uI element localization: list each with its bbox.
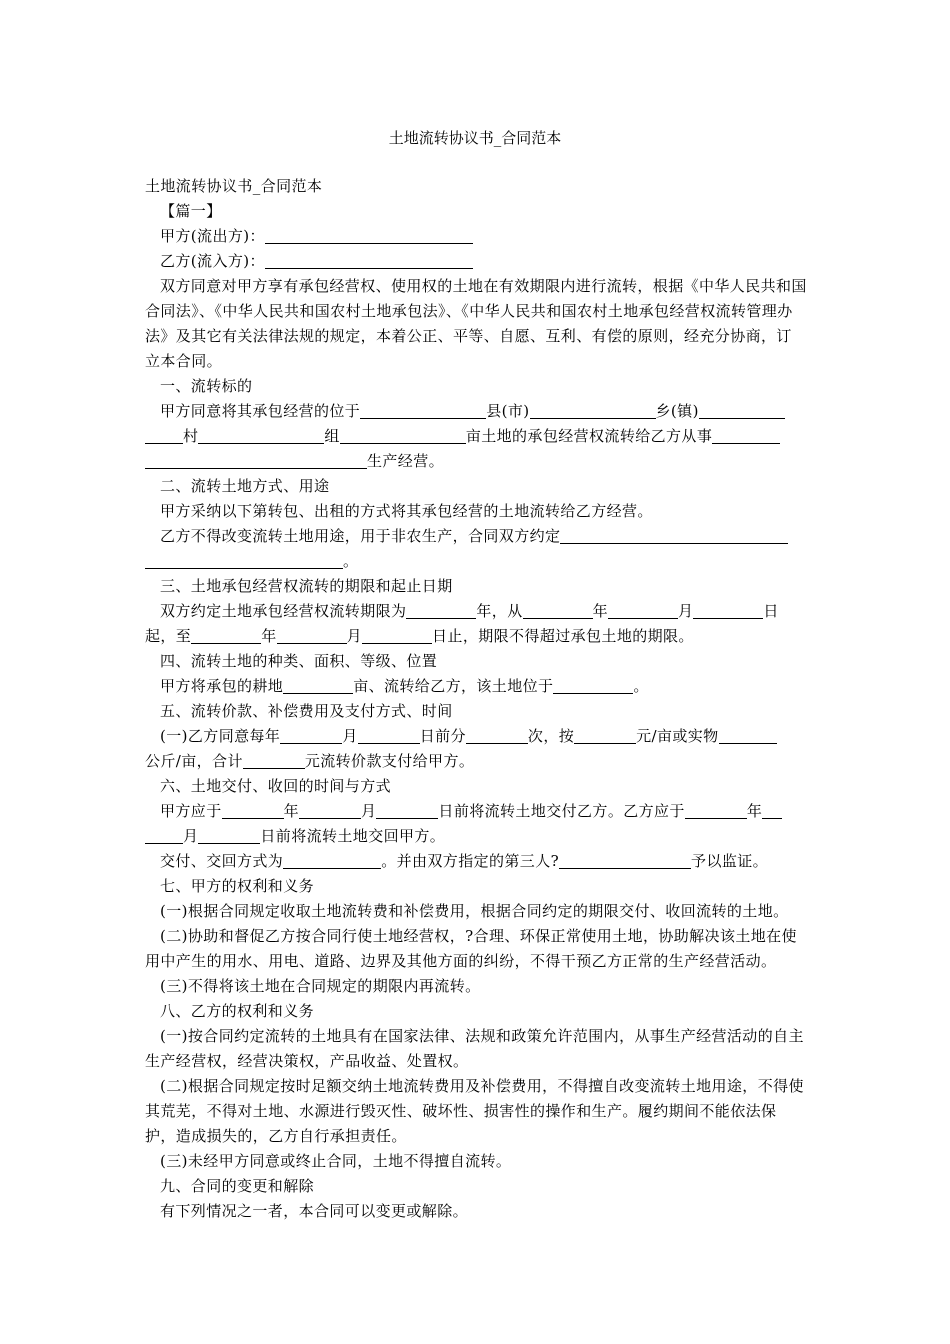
blank-field: [559, 852, 691, 869]
blank-field: [712, 427, 780, 444]
doc-subtitle: 土地流转协议书_合同范本: [145, 177, 323, 195]
blank-field: [574, 727, 636, 744]
paragraph-5: (一)乙方同意每年 月 日前分 次，按 元/亩或实物 公斤/亩，合计 元流转价款支付给甲方。: [145, 724, 807, 774]
document-body: [145, 174, 807, 1224]
section-label: 【篇一】: [160, 202, 222, 220]
blank-field: [277, 627, 347, 644]
blank-field: [283, 852, 381, 869]
blank-field: [283, 677, 353, 694]
party-a-line: 甲方(流出方)：: [145, 224, 807, 249]
intro-paragraph: 双方同意对甲方享有承包经营权、使用权的土地在有效期限内进行流转，根据《中华人民共和国合同法》、《中华人民共和国农村土地承包法》、《中华人民共和国农村土地承包经营权流转管理办法》及其它有关法律法规的规定，本着公正、平等、自愿、互利、有偿的原则，经充分协商，订立本合同。: [145, 277, 807, 370]
blank-field: [406, 602, 476, 619]
blank-field: [466, 727, 528, 744]
blank-field: [762, 802, 782, 819]
blank-field: [530, 402, 656, 419]
blank-field: [265, 252, 473, 269]
paragraph-7-3: (三)不得将该土地在合同规定的期限内再流转。: [160, 977, 481, 995]
blank-field: [198, 827, 260, 844]
section-heading-4: 四、流转土地的种类、面积、等级、位置: [160, 652, 438, 670]
paragraph-3: 双方约定土地承包经营权流转期限为 年，从 年 月 日 起，至 年 月 日止，期限不得超过承包土地的期限。: [145, 602, 779, 645]
blank-field: [693, 602, 763, 619]
blank-field: [243, 752, 305, 769]
blank-field: [191, 627, 261, 644]
section-heading-8: 八、乙方的权利和义务: [160, 1002, 315, 1020]
paragraph-6: 甲方应于 年 月 日前将流转土地交付乙方。乙方应于 年 月 日前将流转土地交回甲方。: [145, 799, 807, 849]
paragraph-6-2: 交付、交回方式为 。并由双方指定的第三人? 予以监证。: [160, 852, 769, 870]
paragraph-4: 甲方将承包的耕地 亩、流转给乙方，该土地位于 。: [160, 677, 649, 695]
blank-field: [222, 802, 284, 819]
blank-field: [358, 727, 420, 744]
blank-field: [145, 552, 343, 569]
section-heading-2: 二、流转土地方式、用途: [160, 477, 330, 495]
paragraph-8-3: (三)未经甲方同意或终止合同，土地不得擅自流转。: [160, 1152, 512, 1170]
blank-field: [560, 527, 788, 544]
paragraph-8-2: (二)根据合同规定按时足额交纳土地流转费用及补偿费用，不得擅自改变流转土地用途，不得使其荒芜，不得对土地、水源进行毁灭性、破坏性、损害性的操作和生产。履约期间不能依法保护，造成损失的，乙方自行承担责任。: [145, 1077, 804, 1145]
blank-field: [145, 827, 183, 844]
blank-field: [719, 727, 777, 744]
section-heading-5: 五、流转价款、补偿费用及支付方式、时间: [160, 702, 453, 720]
page-title: 土地流转协议书_合同范本: [388, 129, 562, 147]
blank-field: [685, 802, 747, 819]
paragraph-2-2: 乙方不得改变流转土地用途，用于非农生产，合同双方约定 。: [145, 524, 807, 574]
blank-field: [523, 602, 593, 619]
paragraph-8-1: (一)按合同约定流转的土地具有在国家法律、法规和政策允许范围内，从事生产经营活动的自主生产经营权，经营决策权，产品收益、处置权。: [145, 1027, 804, 1070]
paragraph-1: 甲方同意将其承包经营的位于 县(市) 乡(镇) 村 组 亩土地的承包经营权流转给乙方从事 生产经营。: [145, 399, 807, 474]
party-b-line: 乙方(流入方)：: [145, 249, 807, 274]
blank-field: [299, 802, 361, 819]
blank-field: [265, 227, 473, 244]
blank-field: [340, 427, 466, 444]
blank-field: [699, 402, 785, 419]
section-heading-7: 七、甲方的权利和义务: [160, 877, 315, 895]
section-heading-3: 三、土地承包经营权流转的期限和起止日期: [160, 577, 453, 595]
paragraph-7-2: (二)协助和督促乙方按合同行使土地经营权，?合理、环保正常使用土地，协助解决该土地在使用中产生的用水、用电、道路、边界及其他方面的纠纷，不得干预乙方正常的生产经营活动。: [145, 927, 797, 970]
blank-field: [362, 627, 432, 644]
blank-field: [360, 402, 486, 419]
paragraph-9-1: 有下列情况之一者，本合同可以变更或解除。: [160, 1202, 469, 1220]
section-heading-9: 九、合同的变更和解除: [160, 1177, 315, 1195]
blank-field: [376, 802, 438, 819]
section-heading-1: 一、流转标的: [160, 377, 253, 395]
blank-field: [553, 677, 633, 694]
blank-field: [198, 427, 324, 444]
blank-field: [145, 452, 367, 469]
section-heading-6: 六、土地交付、收回的时间与方式: [160, 777, 392, 795]
paragraph-7-1: (一)根据合同规定收取土地流转费和补偿费用，根据合同约定的期限交付、收回流转的土地。: [160, 902, 789, 920]
blank-field: [280, 727, 342, 744]
paragraph-2-1: 甲方采纳以下第转包、出租的方式将其承包经营的土地流转给乙方经营。: [160, 502, 653, 520]
blank-field: [608, 602, 678, 619]
blank-field: [145, 427, 183, 444]
